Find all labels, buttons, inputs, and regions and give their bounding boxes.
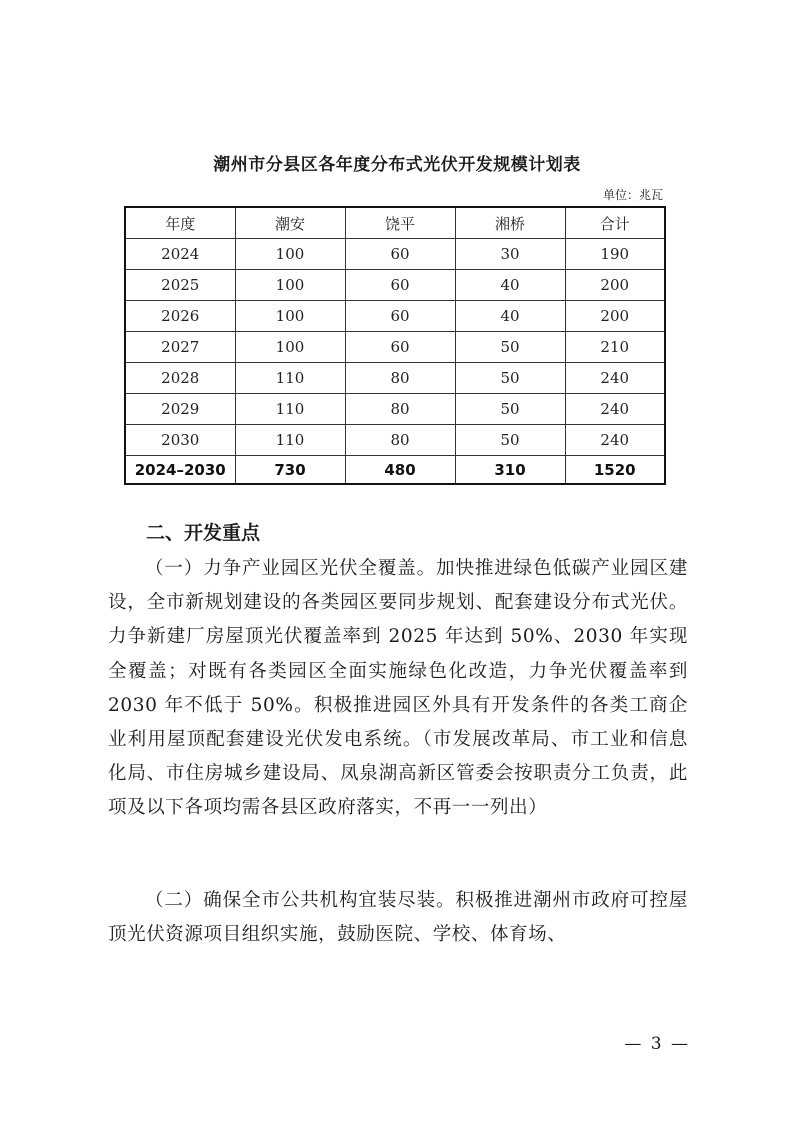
cell-chaoan: 100 xyxy=(235,239,345,270)
page-number: — 3 — xyxy=(624,1034,690,1054)
cell-total: 210 xyxy=(565,332,665,363)
cell-xiangqiao: 50 xyxy=(455,363,565,394)
cell-raoping: 80 xyxy=(345,394,455,425)
total-sum: 1520 xyxy=(565,456,665,485)
header-year: 年度 xyxy=(125,207,235,239)
cell-xiangqiao: 50 xyxy=(455,394,565,425)
cell-raoping: 80 xyxy=(345,425,455,456)
total-xiangqiao: 310 xyxy=(455,456,565,485)
cell-year: 2027 xyxy=(125,332,235,363)
cell-year: 2028 xyxy=(125,363,235,394)
cell-raoping: 60 xyxy=(345,270,455,301)
cell-chaoan: 110 xyxy=(235,425,345,456)
cell-raoping: 60 xyxy=(345,301,455,332)
body-paragraph: （二）确保全市公共机构宜装尽装。积极推进潮州市政府可控屋顶光伏资源项目组织实施，鼓励医院、学校、体育场、 xyxy=(108,890,688,946)
total-raoping: 480 xyxy=(345,456,455,485)
cell-chaoan: 110 xyxy=(235,363,345,394)
cell-chaoan: 100 xyxy=(235,332,345,363)
cell-chaoan: 100 xyxy=(235,270,345,301)
unit-label: 单位：兆瓦 xyxy=(602,188,663,202)
table-title: 潮州市分县区各年度分布式光伏开发规模计划表 xyxy=(213,155,581,175)
table-row xyxy=(125,270,665,301)
table-total-row xyxy=(125,456,665,485)
table-row xyxy=(125,239,665,270)
header-total: 合计 xyxy=(565,207,665,239)
header-raoping: 饶平 xyxy=(345,207,455,239)
cell-xiangqiao: 40 xyxy=(455,301,565,332)
table-row xyxy=(125,425,665,456)
plan-table xyxy=(124,206,666,485)
cell-total: 200 xyxy=(565,301,665,332)
table-row xyxy=(125,363,665,394)
cell-year: 2030 xyxy=(125,425,235,456)
cell-chaoan: 100 xyxy=(235,301,345,332)
table-header-row xyxy=(125,207,665,239)
cell-xiangqiao: 30 xyxy=(455,239,565,270)
cell-total: 200 xyxy=(565,270,665,301)
cell-xiangqiao: 40 xyxy=(455,270,565,301)
table-row xyxy=(125,394,665,425)
cell-year: 2025 xyxy=(125,270,235,301)
cell-year: 2024 xyxy=(125,239,235,270)
body-paragraph: （一）力争产业园区光伏全覆盖。加快推进绿色低碳产业园区建设，全市新规划建设的各类园区要同步规划、配套建设分布式光伏。力争新建厂房屋顶光伏覆盖率到 2025 年达到 50%、2030 年实现全覆盖；对既有各类园区全面实施绿色化改造，力争光伏覆盖率到 2030 年不低于 50%。积极推进园区外具有开发条件的各类工商企业利用屋顶配套建设光伏发电系统。（市发展改革局、市工业和信息化局、市住房城乡建设局、凤泉湖高新区管委会按职责分工负责，此项及以下各项均需各县区政府落实，不再一一列出） xyxy=(108,558,688,819)
cell-chaoan: 110 xyxy=(235,394,345,425)
cell-raoping: 60 xyxy=(345,332,455,363)
cell-total: 240 xyxy=(565,363,665,394)
cell-xiangqiao: 50 xyxy=(455,332,565,363)
cell-raoping: 60 xyxy=(345,239,455,270)
cell-total: 240 xyxy=(565,425,665,456)
cell-year: 2029 xyxy=(125,394,235,425)
cell-year: 2026 xyxy=(125,301,235,332)
header-xiangqiao: 湘桥 xyxy=(455,207,565,239)
total-year-range: 2024–2030 xyxy=(125,456,235,485)
cell-raoping: 80 xyxy=(345,363,455,394)
table-row xyxy=(125,332,665,363)
cell-xiangqiao: 50 xyxy=(455,425,565,456)
table-row xyxy=(125,301,665,332)
header-chaoan: 潮安 xyxy=(235,207,345,239)
cell-total: 240 xyxy=(565,394,665,425)
section-heading: 二、开发重点 xyxy=(146,522,261,544)
cell-total: 190 xyxy=(565,239,665,270)
total-chaoan: 730 xyxy=(235,456,345,485)
